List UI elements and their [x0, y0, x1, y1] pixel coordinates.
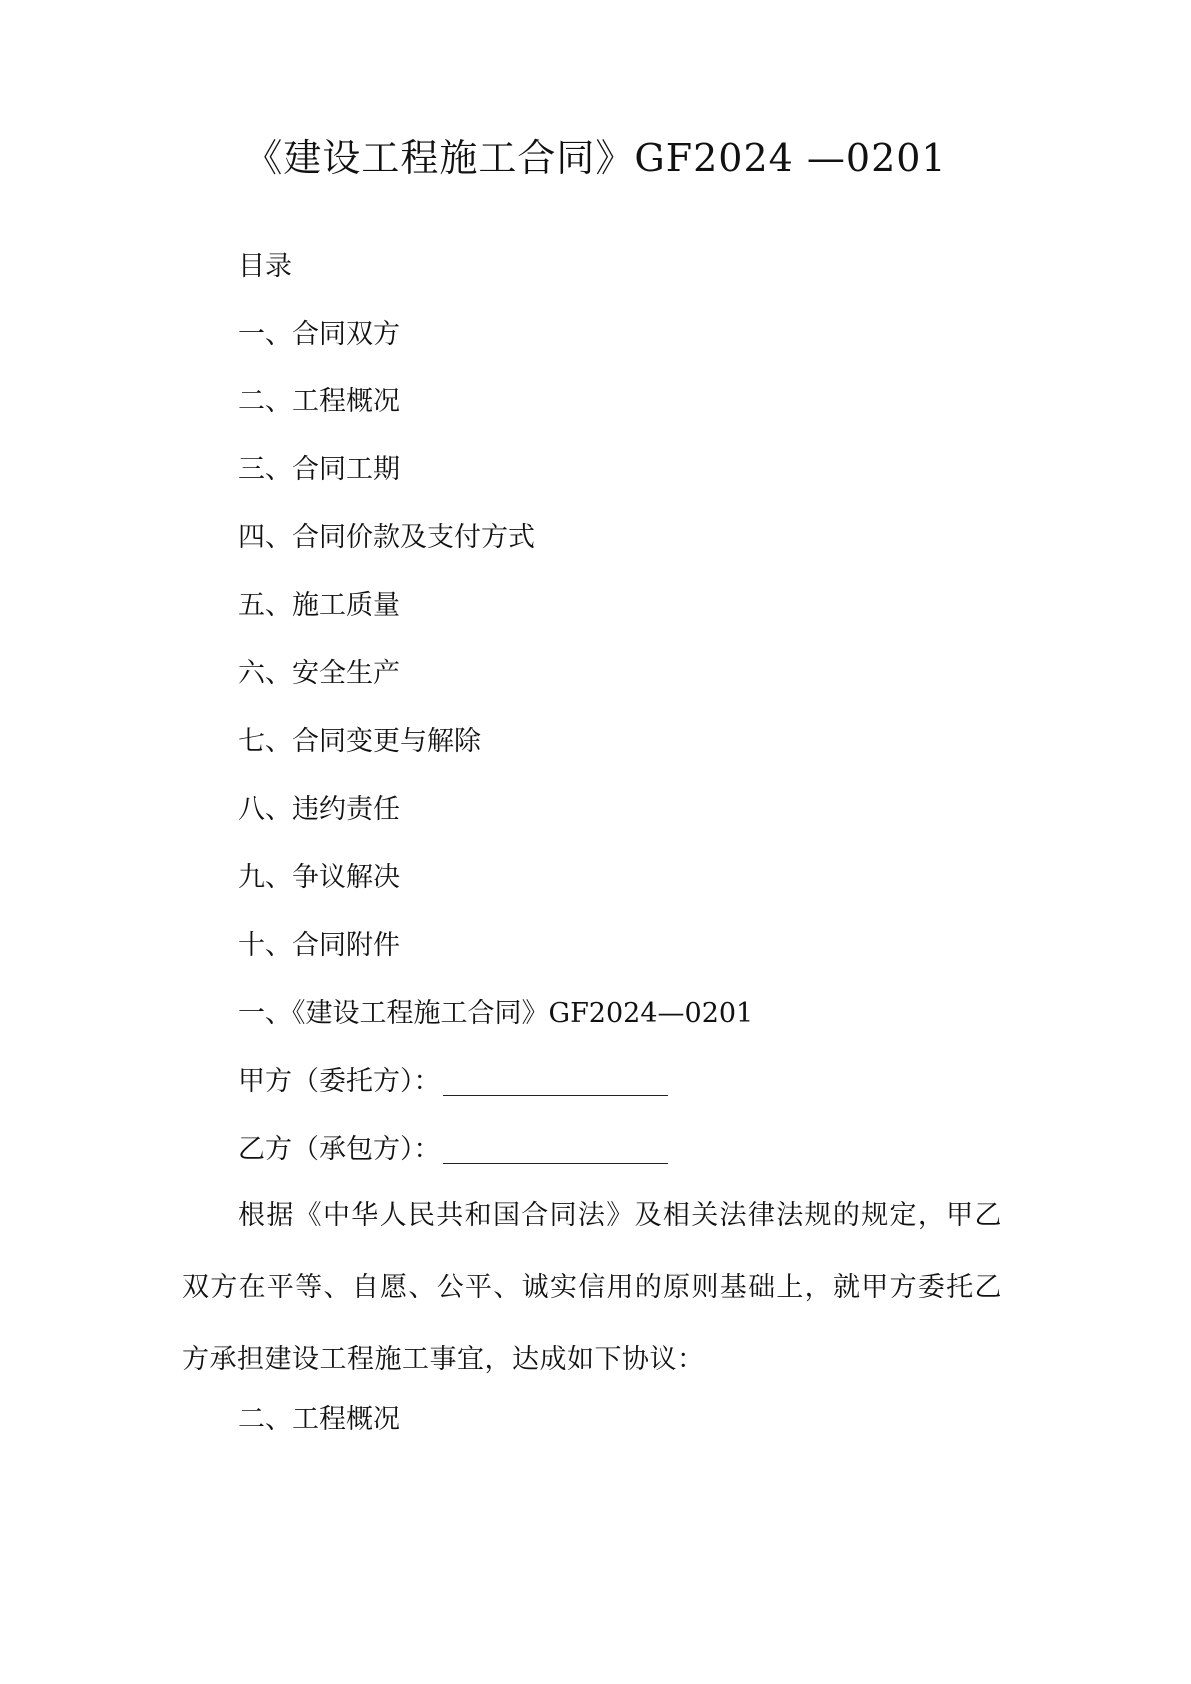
toc-item-2: 二、工程概况: [238, 386, 400, 417]
party-b-label: 乙方（承包方）：: [238, 1134, 441, 1165]
document-title: 《建设工程施工合同》GF2024 —0201: [244, 136, 947, 180]
party-a-line: [238, 1062, 668, 1102]
toc-item-1: 一、合同双方: [238, 319, 400, 350]
toc-item-10: 十、合同附件: [238, 930, 400, 961]
party-a-label: 甲方（委托方）：: [238, 1066, 441, 1097]
party-b-blank[interactable]: [443, 1135, 668, 1164]
toc-item-7: 七、合同变更与解除: [238, 726, 481, 757]
toc-item-5: 五、施工质量: [238, 590, 400, 621]
toc-item-6: 六、安全生产: [238, 658, 400, 689]
toc-item-8: 八、违约责任: [238, 794, 400, 825]
toc-item-9: 九、争议解决: [238, 862, 400, 893]
party-a-blank[interactable]: [443, 1067, 668, 1096]
toc-item-3: 三、合同工期: [238, 454, 400, 485]
preamble-paragraph: 根据《中华人民共和国合同法》及相关法律法规的规定，甲乙双方在平等、自愿、公平、诚实信用的原则基础上，就甲方委托乙方承担建设工程施工事宜，达成如下协议：: [182, 1200, 1002, 1375]
toc-item-4: 四、合同价款及支付方式: [238, 522, 535, 553]
toc-heading: 目录: [238, 251, 292, 282]
section-1-heading: 一、《建设工程施工合同》GF2024—0201: [238, 998, 754, 1029]
section-2-heading: 二、工程概况: [238, 1404, 400, 1435]
party-b-line: [238, 1130, 668, 1170]
